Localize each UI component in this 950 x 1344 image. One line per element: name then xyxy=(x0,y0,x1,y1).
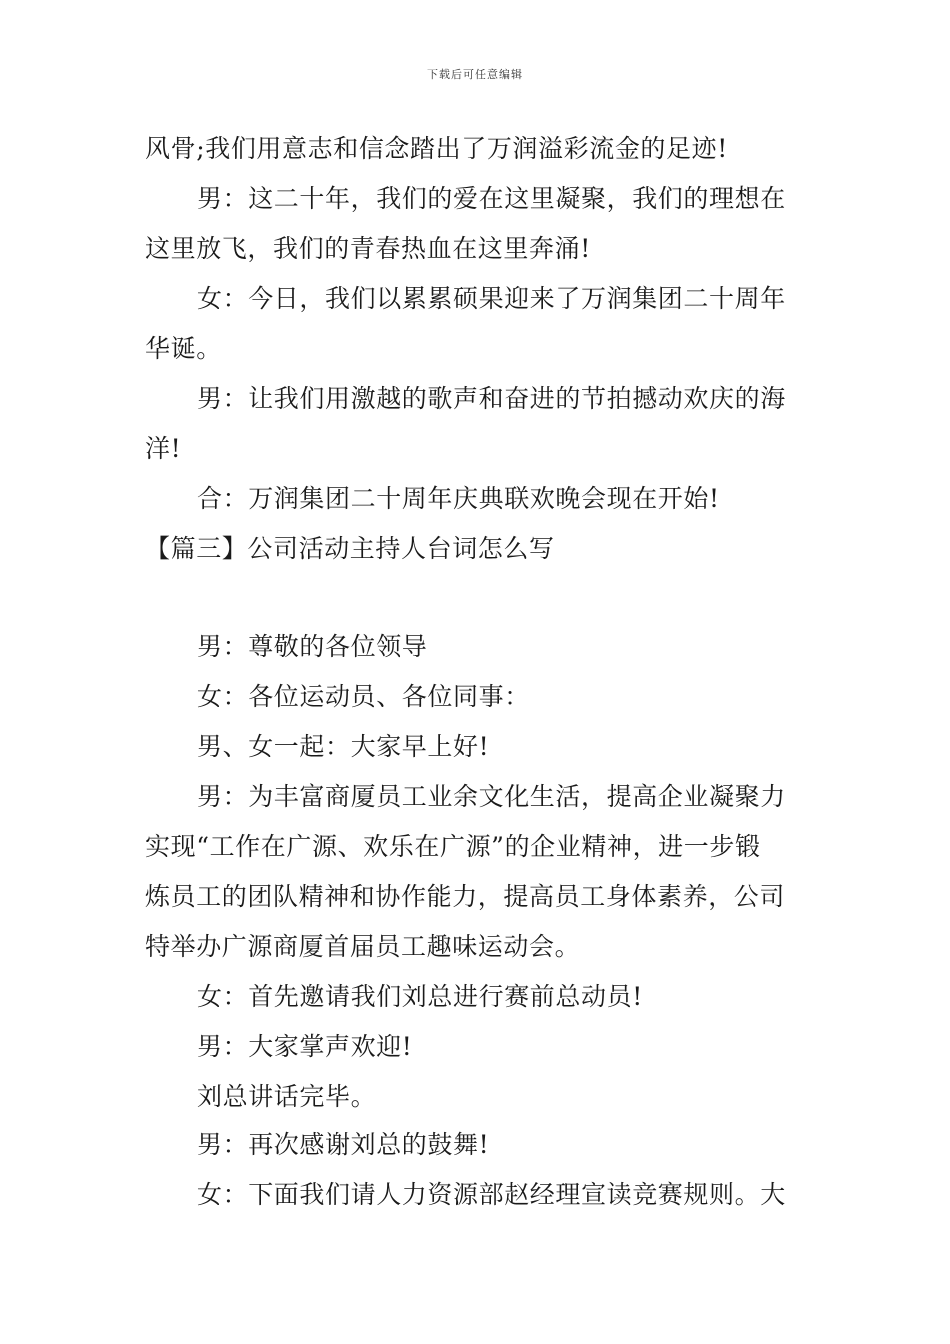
text-line: 刘总讲话完毕。 xyxy=(197,1082,377,1111)
text-line: 女：下面我们请人力资源部赵经理宣读竞赛规则。大 xyxy=(197,1180,786,1209)
text-line: 女：首先邀请我们刘总进行赛前总动员! xyxy=(197,982,643,1011)
text-line: 华诞。 xyxy=(145,334,222,363)
text-line: 炼员工的团队精神和协作能力，提高员工身体素养，公司 xyxy=(145,882,786,911)
text-line: 男：尊敬的各位领导 xyxy=(197,632,428,661)
section-heading: 【篇三】公司活动主持人台词怎么写 xyxy=(145,534,555,563)
text-line: 男：再次感谢刘总的鼓舞! xyxy=(197,1130,490,1159)
text-line: 男：为丰富商厦员工业余文化生活，提高企业凝聚力 xyxy=(197,782,786,811)
text-line: 合：万润集团二十周年庆典联欢晚会现在开始! xyxy=(197,484,720,513)
text-line: 实现“工作在广源、欢乐在广源”的企业精神，进一步锻 xyxy=(145,832,761,861)
text-line: 女：今日，我们以累累硕果迎来了万润集团二十周年 xyxy=(197,284,786,313)
page-header: 下载后可任意编辑 xyxy=(427,68,523,81)
text-line: 男：大家掌声欢迎! xyxy=(197,1032,413,1061)
text-line: 风骨;我们用意志和信念踏出了万润溢彩流金的足迹! xyxy=(145,134,728,163)
text-line: 这里放飞，我们的青春热血在这里奔涌! xyxy=(145,234,591,263)
text-line: 男：让我们用激越的歌声和奋进的节拍撼动欢庆的海 xyxy=(197,384,786,413)
text-line: 洋! xyxy=(145,434,182,463)
text-line: 男、女一起：大家早上好! xyxy=(197,732,490,761)
text-line: 男：这二十年，我们的爱在这里凝聚，我们的理想在 xyxy=(197,184,786,213)
text-line: 女：各位运动员、各位同事： xyxy=(197,682,530,711)
text-line: 特举办广源商厦首届员工趣味运动会。 xyxy=(145,932,581,961)
